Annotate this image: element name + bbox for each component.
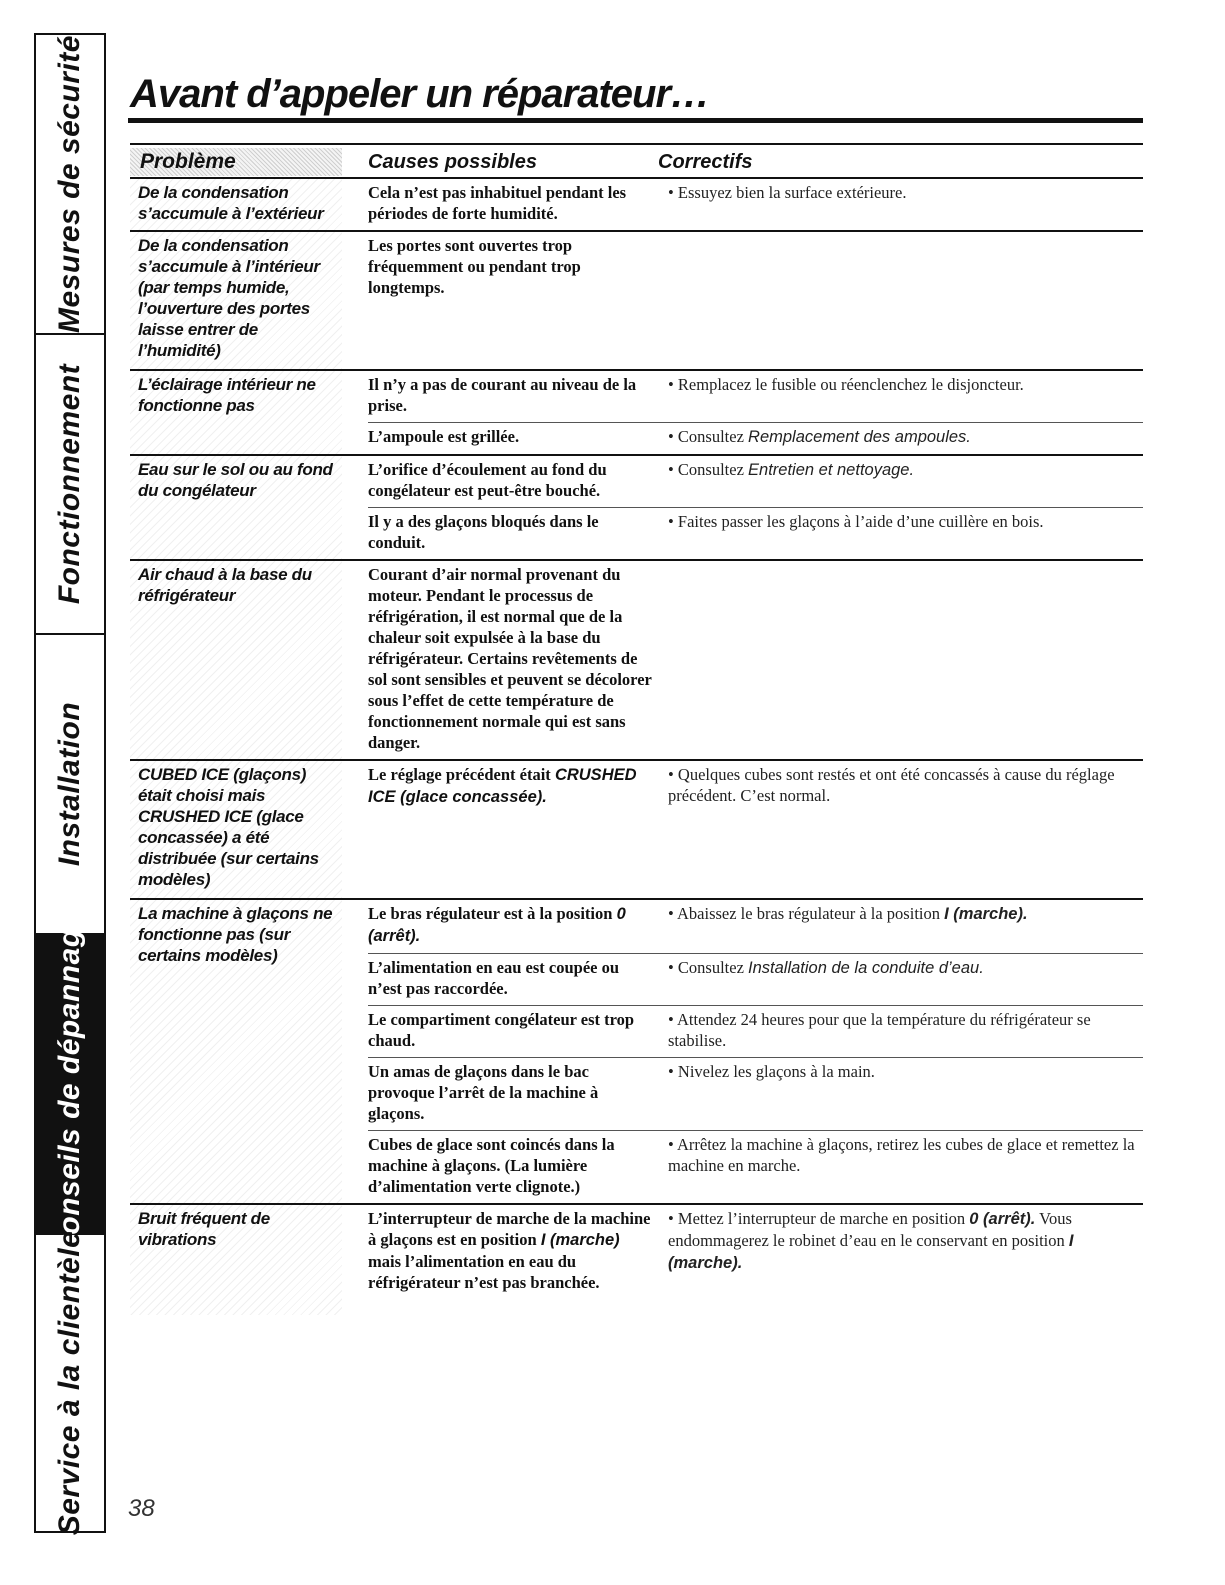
- fix-text-part: • Mettez l’interrupteur de marche en position: [668, 1209, 970, 1228]
- table-row: [368, 900, 1143, 953]
- fix-reference: Installation de la conduite d’eau.: [748, 959, 984, 977]
- cause-text-part: Le réglage précédent était: [368, 765, 555, 784]
- fix-text: • Arrêtez la machine à glaçons, retirez les cubes de glace et remettez la machine en marche.: [668, 1135, 1135, 1175]
- tab-conseils-de-depannage[interactable]: [36, 911, 104, 1257]
- fix-text-part: • Consultez: [668, 460, 749, 479]
- header-fixes: Correctifs: [658, 151, 753, 173]
- cause-text: Cubes de glace sont coincés dans la machine à glaçons. (La lumière d’alimentation verte clignote.): [368, 1135, 615, 1196]
- table-row: [368, 1005, 1143, 1057]
- problem-label: Air chaud à la base du réfrigérateur: [130, 561, 342, 759]
- fix-setting: I (marche).: [944, 905, 1028, 923]
- fix-text: [658, 903, 1143, 947]
- tab-label: Conseils de dépannage: [53, 911, 86, 1257]
- fix-text-part: • Consultez: [668, 427, 749, 446]
- problem-label: L’éclairage intérieur ne fonctionne pas: [130, 371, 342, 454]
- fix-text: [658, 957, 1143, 999]
- problem-group: [130, 232, 1143, 371]
- cause-setting: CRUSHED ICE (glace concassée).: [368, 766, 637, 806]
- title-rule: [128, 118, 1143, 123]
- table-row: [368, 507, 1143, 559]
- tab-fonctionnement[interactable]: [36, 335, 104, 635]
- tab-label: Fonctionnement: [53, 363, 86, 605]
- cause-text: Cela n’est pas inhabituel pendant les périodes de forte humidité.: [368, 183, 627, 223]
- cause-text: Il n’y a pas de courant au niveau de la prise.: [368, 375, 637, 415]
- problem-label: CUBED ICE (glaçons) était choisi mais CRUSHED ICE (glace concassée) a été distribuée (sur certains modèles): [130, 761, 342, 898]
- cause-setting: I (marche): [540, 1231, 620, 1249]
- table-header: [130, 143, 1143, 179]
- fix-text: [658, 426, 1143, 448]
- cause-text-part: Le bras régulateur est à la position: [368, 904, 617, 923]
- table-row: [368, 1205, 1143, 1299]
- cause-text: [368, 764, 658, 808]
- cause-setting: 0 (arrêt).: [368, 905, 626, 945]
- cause-text: L’ampoule est grillée.: [368, 427, 520, 446]
- header-causes: Causes possibles: [368, 151, 537, 173]
- page-number: 38: [128, 1495, 155, 1522]
- problem-group: [130, 1205, 1143, 1315]
- fix-text: [658, 564, 1143, 753]
- table-row: [368, 561, 1143, 759]
- tab-installation[interactable]: [36, 635, 104, 935]
- table-row: [368, 953, 1143, 1005]
- cause-text: Le compartiment congélateur est trop chaud.: [368, 1010, 635, 1050]
- problem-label: De la condensation s’accumule à l’extérieur: [130, 179, 342, 230]
- tab-service-a-la-clientele[interactable]: [36, 1230, 104, 1536]
- table-row: [368, 761, 1143, 814]
- problem-group: [130, 561, 1143, 761]
- cause-text: Courant d’air normal provenant du moteur. Pendant le processus de réfrigération, il est normal que de la chaleur soit expulsée à la base du réfrigérateur. Certains revêtements de sol sont sensibles et peuvent se décolorer sous l’effet de cette température de fonctionnement normale qui est sans danger.: [368, 565, 652, 752]
- problem-label: Bruit fréquent de vibrations: [130, 1205, 342, 1315]
- problem-label: La machine à glaçons ne fonctionne pas (sur certains modèles): [130, 900, 342, 1203]
- fix-text-part: Vous endommagerez le robinet d’eau en le conservant en position: [668, 1209, 1072, 1250]
- problem-group: [130, 900, 1143, 1205]
- cause-text: Il y a des glaçons bloqués dans le conduit.: [368, 512, 599, 552]
- table-row: [368, 456, 1143, 507]
- cause-text: [368, 903, 658, 947]
- table-row: [368, 1057, 1143, 1130]
- header-problem: Problème: [130, 148, 342, 176]
- problem-group: [130, 456, 1143, 561]
- fix-text: [658, 1208, 1143, 1293]
- fix-setting: 0 (arrêt).: [969, 1210, 1036, 1228]
- tab-mesures-de-securite[interactable]: [36, 35, 104, 335]
- fix-text: [658, 459, 1143, 501]
- fix-reference: Entretien et nettoyage.: [748, 461, 915, 479]
- fix-text: • Faites passer les glaçons à l’aide d’une cuillère en bois.: [668, 512, 1044, 531]
- fix-text-part: • Abaissez le bras régulateur à la position: [668, 904, 945, 923]
- fix-text: • Nivelez les glaçons à la main.: [668, 1062, 875, 1081]
- problem-label: Eau sur le sol ou au fond du congélateur: [130, 456, 342, 559]
- fix-setting: I (marche).: [668, 1232, 1074, 1272]
- table-row: [368, 371, 1143, 422]
- page-title: Avant d’appeler un réparateur…: [130, 72, 710, 116]
- tab-label: Mesures de sécurité: [53, 35, 86, 333]
- table-row: [368, 232, 1143, 304]
- table-row: [368, 179, 1143, 230]
- fix-text-part: • Consultez: [668, 958, 749, 977]
- cause-text-part: L’interrupteur de marche de la machine à glaçons est en position: [368, 1209, 651, 1249]
- cause-text-part: mais l’alimentation en eau du réfrigérateur n’est pas branchée.: [368, 1252, 600, 1292]
- tab-label: Installation: [53, 701, 86, 867]
- cause-text: [368, 1208, 658, 1293]
- fix-text: • Remplacez le fusible ou réenclenchez le disjoncteur.: [668, 375, 1024, 394]
- cause-text: L’alimentation en eau est coupée ou n’est pas raccordée.: [368, 958, 620, 998]
- problem-group: [130, 179, 1143, 232]
- troubleshooting-table: [130, 143, 1143, 1315]
- problem-group: [130, 371, 1143, 456]
- fix-text: • Essuyez bien la surface extérieure.: [668, 183, 907, 202]
- problem-group: [130, 761, 1143, 900]
- fix-reference: Remplacement des ampoules.: [748, 428, 971, 446]
- cause-text: L’orifice d’écoulement au fond du congélateur est peut-être bouché.: [368, 460, 607, 500]
- fix-text: [658, 235, 1143, 298]
- table-row: [368, 1130, 1143, 1203]
- cause-text: Un amas de glaçons dans le bac provoque l’arrêt de la machine à glaçons.: [368, 1062, 599, 1123]
- fix-text: • Quelques cubes sont restés et ont été concassés à cause du réglage précédent. C’est normal.: [668, 765, 1115, 805]
- cause-text: Les portes sont ouvertes trop fréquemment ou pendant trop longtemps.: [368, 236, 581, 297]
- problem-label: De la condensation s’accumule à l’intérieur (par temps humide, l’ouverture des portes laisse entrer de l’humidité): [130, 232, 342, 369]
- tab-label: Service à la clientèle: [53, 1230, 86, 1536]
- fix-text: • Attendez 24 heures pour que la température du réfrigérateur se stabilise.: [668, 1010, 1091, 1050]
- table-row: [368, 422, 1143, 454]
- section-tabs: [34, 33, 106, 1536]
